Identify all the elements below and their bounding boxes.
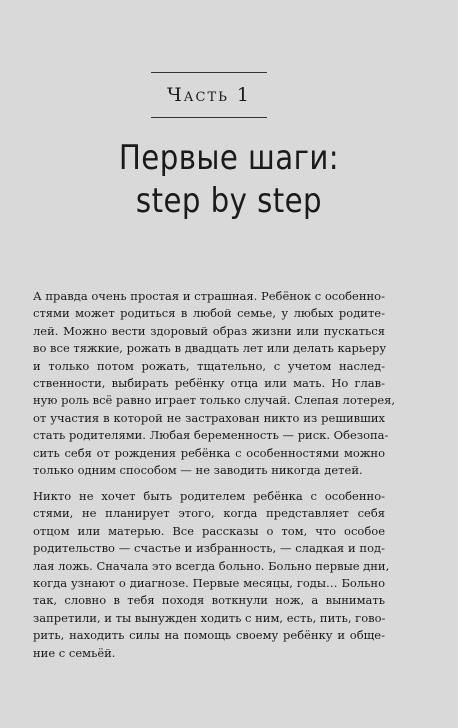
paragraph-1 (33, 288, 396, 479)
text-line: лая ложь. Сначала это всегда больно. Больно первые дни, (33, 558, 390, 573)
text-line: сить себя от рождения ребёнка с особенностями можно (33, 445, 385, 460)
text-line: ную роль всё равно играет только случай. Слепая лотерея, (33, 393, 396, 408)
text-line: запретили, и ты вынужден ходить с ним, есть, пить, гово- (33, 610, 386, 625)
text-line: родительство — счастье и избранность, — сладкая и под- (33, 541, 385, 556)
chapter-title-line-1: Первые шаги: (118, 138, 340, 178)
text-line: отцом или матерью. Все рассказы о том, что особое (33, 523, 385, 538)
text-line: лей. Можно вести здоровый образ жизни или пускаться (33, 323, 385, 338)
text-line: Никто не хочет быть родителем ребёнка с особенно- (33, 489, 385, 503)
text-line: только одним способом — не заводить никогда детей. (33, 463, 363, 478)
part-label: Часть 1 (166, 84, 252, 106)
part-heading-box (151, 72, 267, 118)
text-line: когда узнают о диагнозе. Первые месяцы, годы… Больно (33, 576, 385, 591)
text-line: так, словно в тебя походя воткнули нож, а вынимать (33, 593, 385, 608)
paragraph-2 (33, 488, 390, 662)
text-line: рить, находить силы на помощь своему ребёнку и обще- (33, 628, 385, 643)
text-line: ние с семьёй. (33, 645, 116, 660)
text-line: стями, не планирует этого, когда представляет себя (33, 506, 385, 521)
text-line: А правда очень простая и страшная. Ребёнок с особенно- (33, 289, 385, 303)
text-line: ственности, выбирать ребёнку отца или мать. Но глав- (33, 376, 385, 391)
chapter-title-line-2: step by step (135, 181, 323, 221)
text-line: и только потом рожать, тщательно, с учетом наслед- (33, 358, 385, 373)
text-line: во все тяжкие, рожать в двадцать лет или делать карьеру (33, 341, 387, 356)
text-line: стать родителями. Любая беременность — риск. Обезопа- (33, 428, 389, 443)
text-line: стями может родиться в любой семье, у любых родите- (33, 306, 385, 321)
text-line: от участия в которой не застрахован никто из решивших (33, 410, 385, 425)
